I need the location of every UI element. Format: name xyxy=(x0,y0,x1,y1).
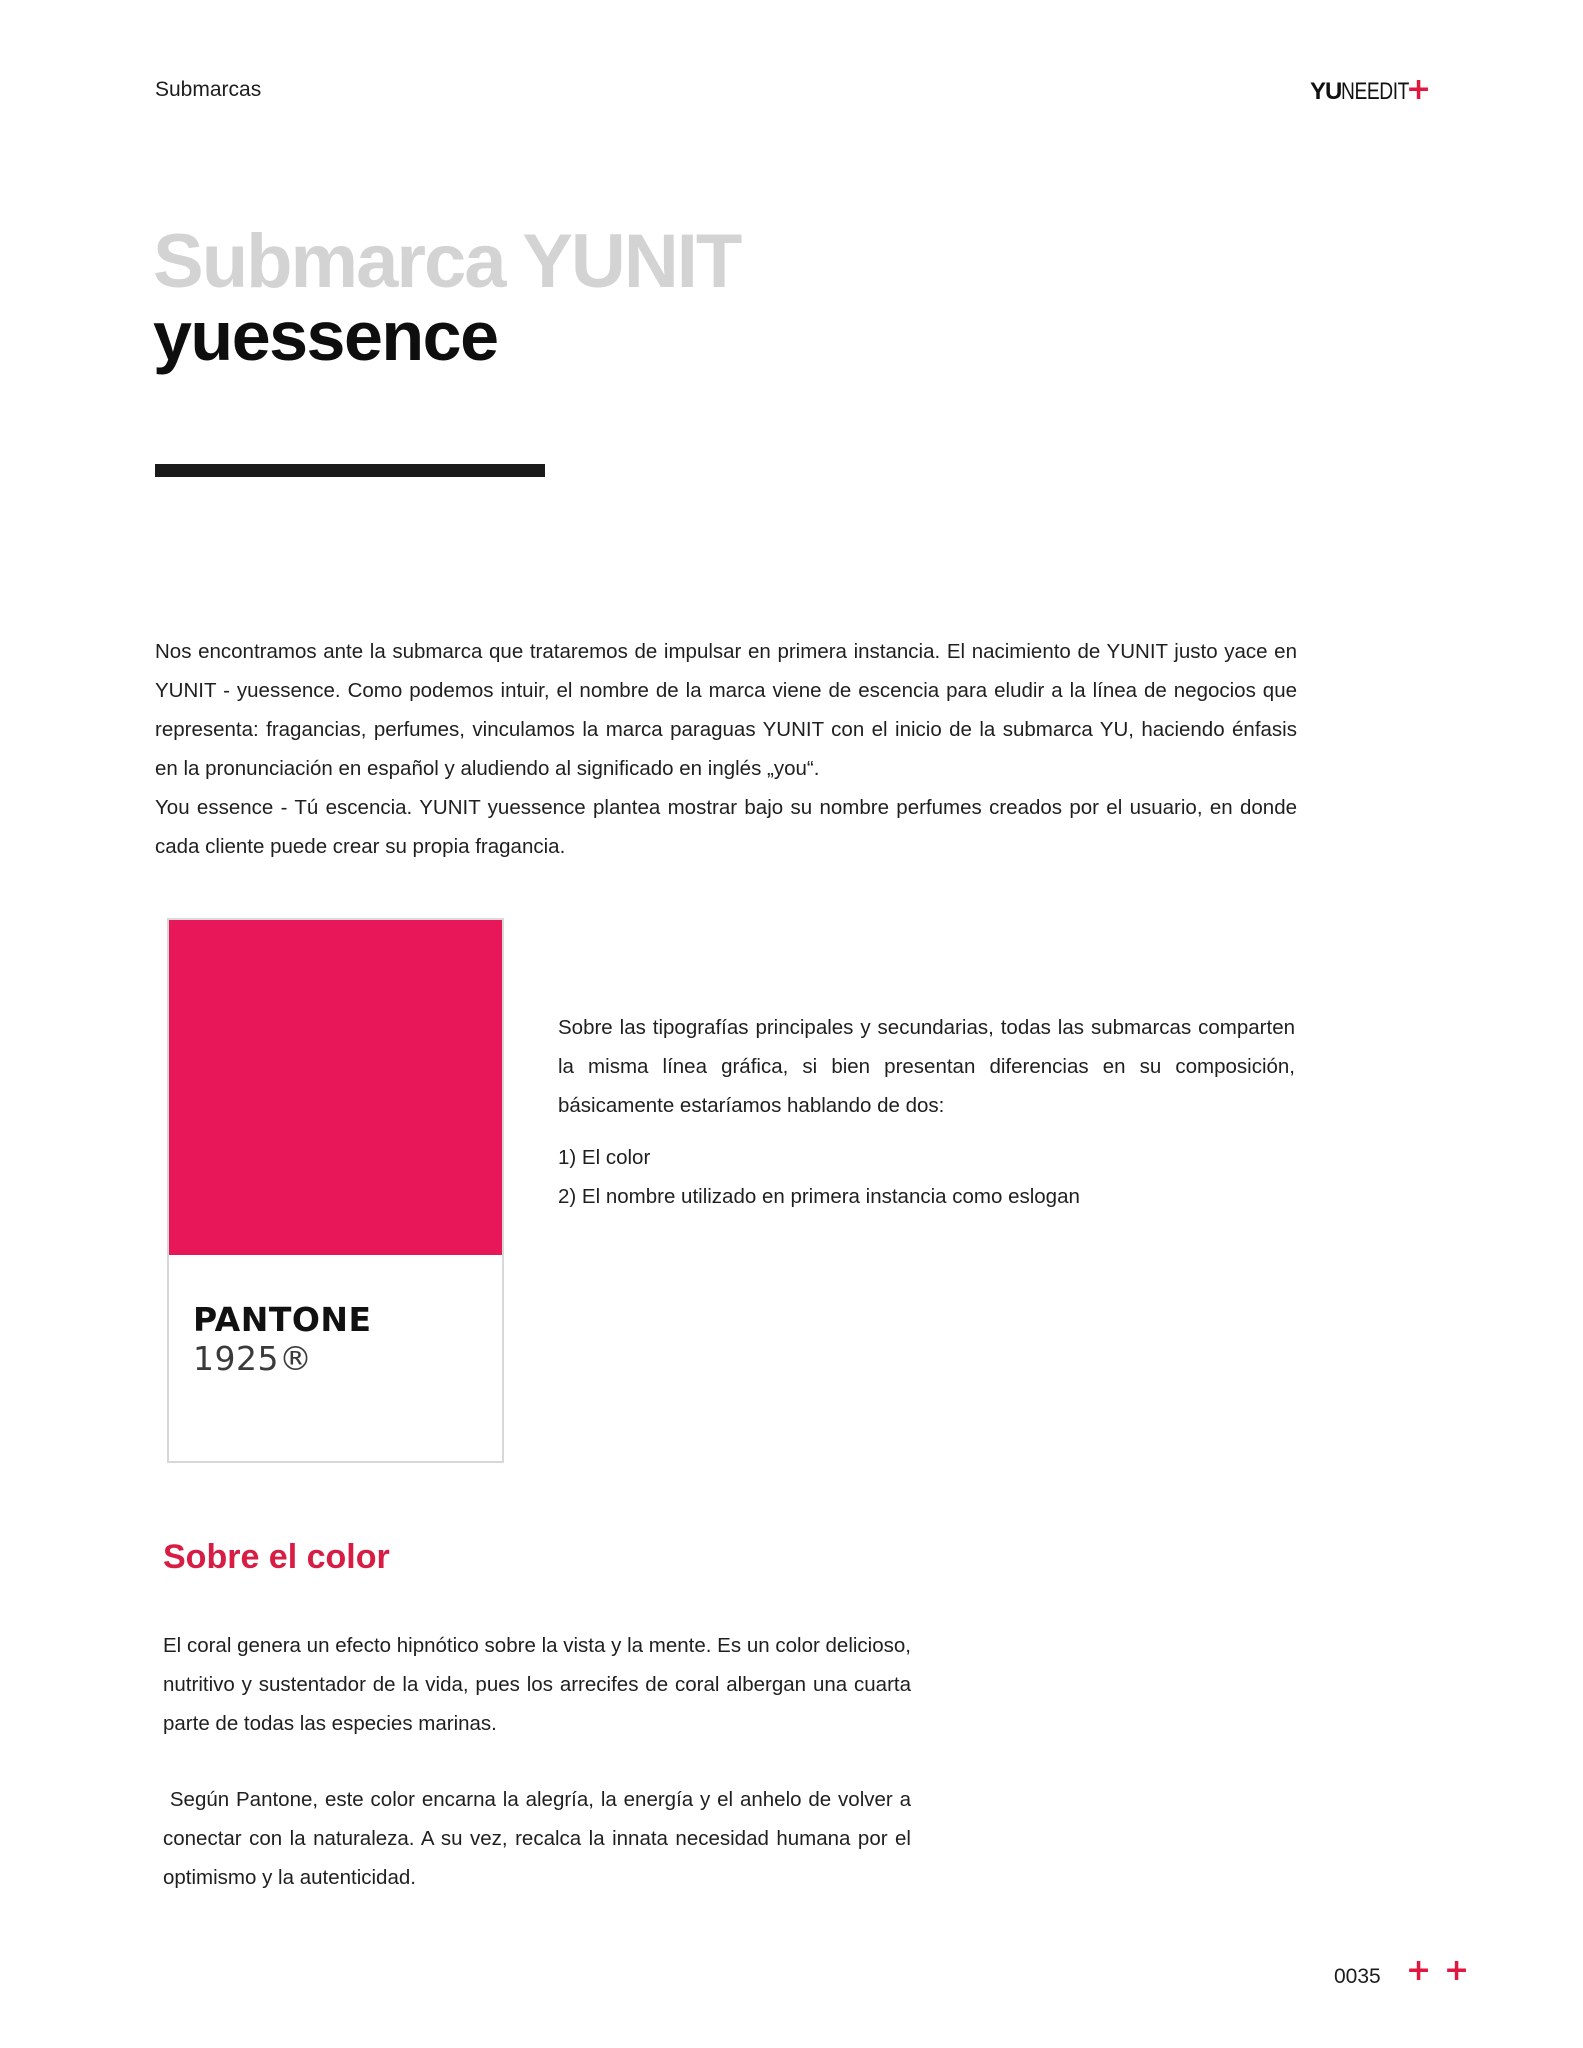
title-brand-name: yuessence xyxy=(153,297,498,375)
title-subbrand: Submarca YUNIT xyxy=(153,219,741,304)
page-number: 0035 xyxy=(1334,1965,1381,1988)
plus-icon: + xyxy=(1406,72,1432,107)
logo-light-text: NEEDIT xyxy=(1341,78,1410,105)
typography-paragraph: Sobre las tipografías principales y secundarias, todas las submarcas comparten la misma línea gráfica, si bien presentan diferencias en su composición, básicamente estaríamos hablando de dos: xyxy=(558,1016,1295,1117)
intro-paragraph-2: You essence - Tú escencia. YUNIT yuessence plantea mostrar bajo su nombre perfumes creados por el usuario, en donde cada cliente puede crear su propia fragancia. xyxy=(155,796,1297,858)
plus-icon: + xyxy=(1444,1953,1470,1988)
color-paragraph-1: El coral genera un efecto hipnótico sobre la vista y la mente. Es un color delicioso, nutritivo y sustentador de la vida, pues los arrecifes de coral albergan una cuarta parte de todas las especies marinas. xyxy=(163,1634,911,1735)
swatch-label xyxy=(193,1300,502,1378)
list-item: 1) El color xyxy=(558,1146,651,1169)
color-section-heading: Sobre el color xyxy=(163,1538,390,1576)
title-divider xyxy=(155,464,545,477)
swatch-color-block xyxy=(169,920,502,1255)
typography-list xyxy=(558,1138,1080,1216)
list-item: 2) El nombre utilizado en primera instancia como eslogan xyxy=(558,1185,1080,1208)
color-text-2 xyxy=(163,1780,917,1897)
typography-text xyxy=(558,1008,1295,1125)
plus-icon: + xyxy=(1406,1953,1432,1988)
color-text-1 xyxy=(163,1626,911,1743)
intro-paragraph-1: Nos encontramos ante la submarca que trataremos de impulsar en primera instancia. El nacimiento de YUNIT justo yace en YUNIT - yuessence. Como podemos intuir, el nombre de la marca viene de escencia para eludir a la línea de negocios que representa: fragancias, perfumes, vinculamos la marca paraguas YUNIT con el inicio de la submarca YU, haciendo énfasis en la pronunciación en español y aludiendo al significado en inglés „you“. xyxy=(155,640,1297,780)
swatch-brand: PANTONE xyxy=(193,1300,372,1339)
color-paragraph-2: Según Pantone, este color encarna la alegría, la energía y el anhelo de volver a conectar con la naturaleza. A su vez, recalca la innata necesidad humana por el optimismo y la autenticidad. xyxy=(163,1788,917,1889)
pantone-swatch xyxy=(167,918,504,1463)
intro-text xyxy=(155,632,1297,866)
swatch-code: 1925® xyxy=(193,1339,313,1378)
logo-bold-text: YU xyxy=(1310,78,1342,105)
section-label: Submarcas xyxy=(155,78,262,101)
